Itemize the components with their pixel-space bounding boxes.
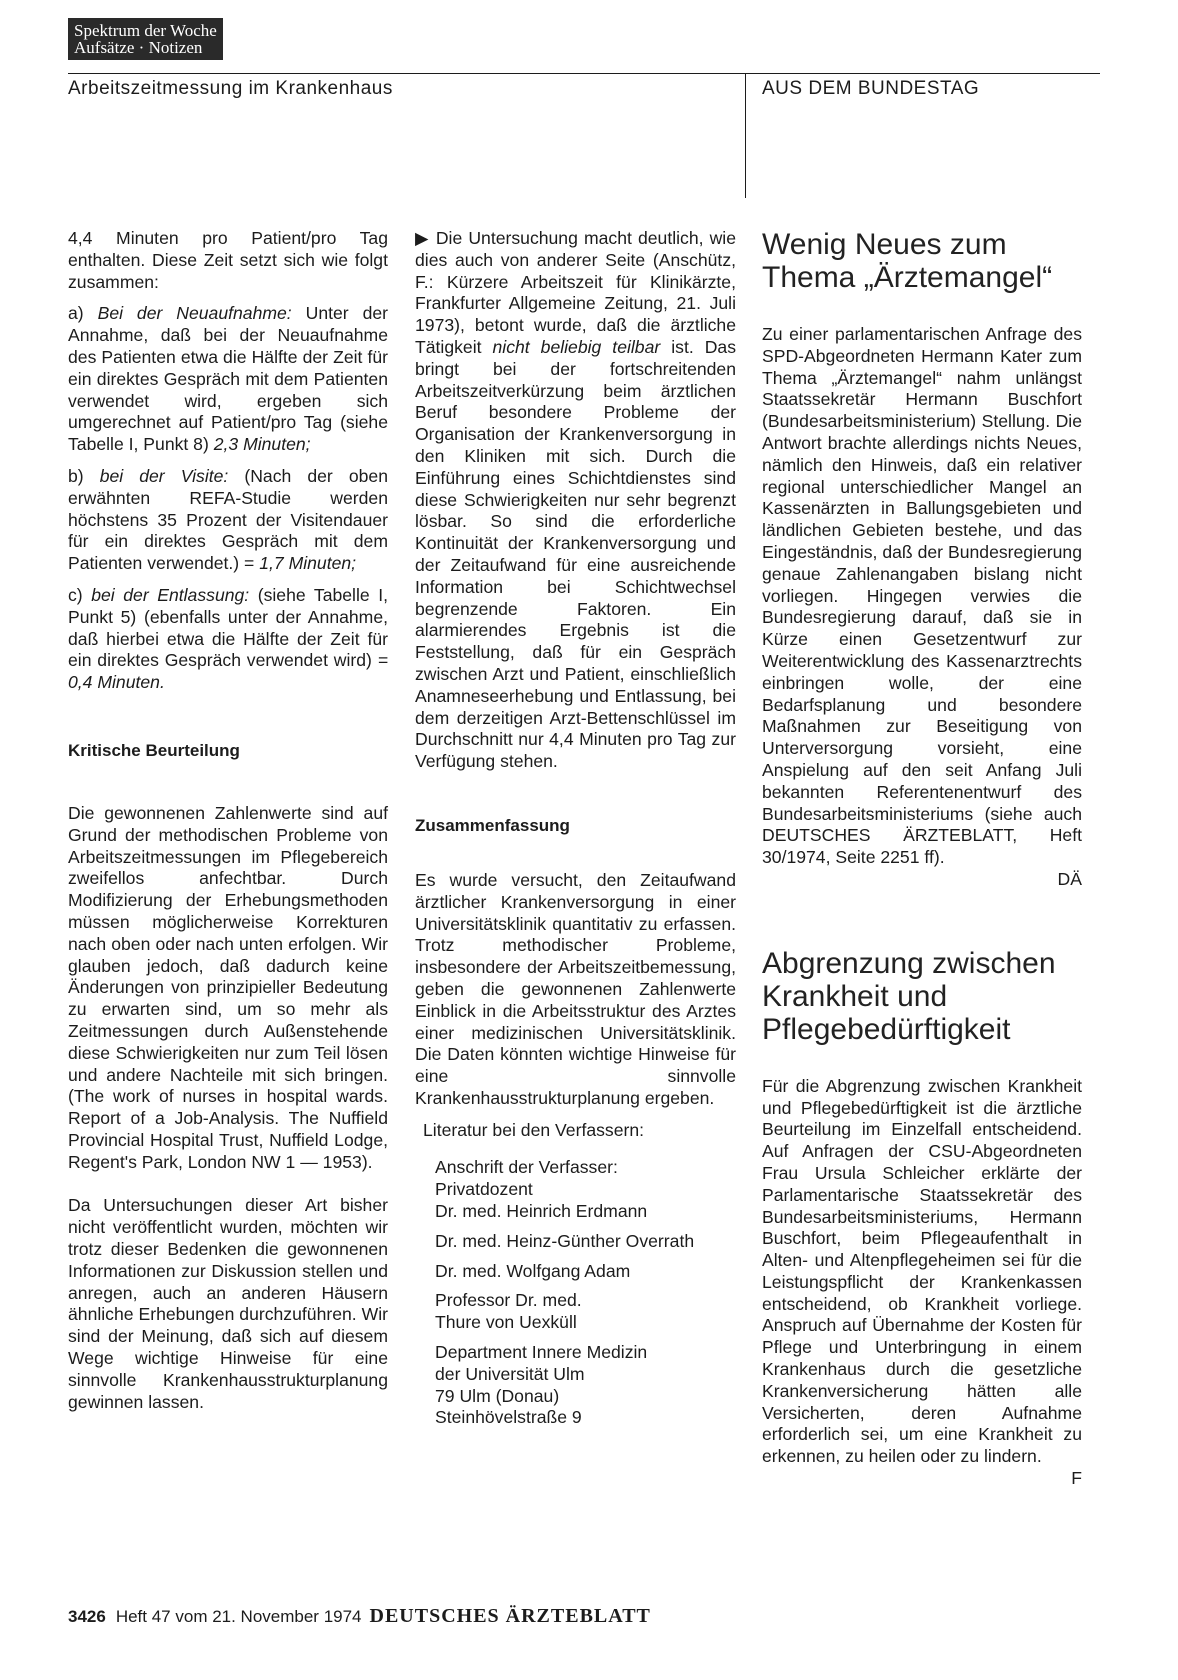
item-b-term: bei der Visite: (99, 465, 229, 486)
section-badge-line1: Spektrum der Woche (74, 21, 217, 40)
header-rule (68, 73, 1100, 74)
journal-masthead: DEUTSCHES ÄRZTEBLATT (369, 1605, 651, 1627)
page-number: 3426 (68, 1607, 106, 1626)
author-name: Dr. med. Heinrich Erdmann (435, 1201, 648, 1222)
col1-paragraph-6: Da Untersuchungen dieser Art bisher nicht veröffentlicht wurden, möchten wir trotz dieser Bedenken die gewonnenen Informationen zur Diskussion stellen und anregen, auch an anderen Häusern ähnliche Erhebungen durchzuführen. Wir sind der Meinung, daß sich auf diesem Wege wichtige Hinweise für eine sinnvolle Krankenhausstrukturplanung gewinnen lassen. (68, 1195, 388, 1412)
address-line: Steinhövelstraße 9 (435, 1407, 582, 1428)
issue-info: Heft 47 vom 21. November 1974 (115, 1607, 362, 1626)
address-line: Department Innere Medizin (435, 1342, 648, 1363)
article-title-aerztemangel: Wenig Neues zum Thema „Ärztemangel“ (762, 228, 1053, 294)
literature-note: Literatur bei den Verfassern: (423, 1119, 645, 1140)
section-badge (68, 18, 223, 60)
column-3 (762, 228, 1082, 1490)
section-badge-line2: Aufsätze · Notizen (74, 38, 203, 57)
col1-item-c (68, 585, 388, 694)
col2-p1-emphasis: nicht beliebig teilbar (492, 336, 661, 357)
article-signoff: F (1071, 1468, 1082, 1489)
running-header-right: AUS DEM BUNDESTAG (762, 78, 980, 99)
item-c-result: = 0,4 Minuten. (68, 650, 388, 693)
col2-p1-text-a: Die Untersuchung macht deutlich, wie dies auch von anderer Seite (Anschütz, F.: Kürzere Arbeitszeit für Klinikärzte, Frankfurter Allgemeine Zeitung, 21. Juli 1973), betont wurde, daß die ärztliche Tätigkeit (415, 228, 736, 357)
col2-p1-text-b: ist. Das bringt bei der fortschreitenden Arbeitszeitverkürzung beim ärztlichen Beruf besondere Probleme der Organisation der Krankenversorgung in den Kliniken mit sich. Durch die Einführung eines Schichtdienstes sind diese Schwierigkeiten nur sehr begrenzt lösbar. So sind die erforderliche Kontinuität der Krankenversorgung und der Zeitaufwand für eine ausreichende Information bei Schichtwechsel begrenzende Faktoren. Ein alarmierendes Ergebnis ist die Feststellung, daß für ein Gespräch zwischen Arzt und Patient, einschließlich Anamneseerhebung und Entlassung, bei dem derzeitigen Arzt-Bettenschlüssel im Durchschnitt nur 4,4 Minuten pro Tag zur Verfügung stehen. (415, 336, 736, 772)
author-address (435, 1157, 736, 1429)
heading-kritische-beurteilung: Kritische Beurteilung (68, 740, 240, 760)
triangle-marker-icon: ▶ (415, 228, 430, 248)
address-line: 79 Ulm (Donau) (435, 1385, 560, 1406)
address-line: Anschrift der Verfasser: (435, 1157, 618, 1178)
column-2 (415, 228, 736, 1437)
col1-paragraph-1: 4,4 Minuten pro Patient/pro Tag enthalten. Diese Zeit setzt sich wie folgt zusammen: (68, 228, 388, 292)
col2-paragraph-1 (415, 228, 736, 773)
article-title-pflegebeduerftigkeit: Abgrenzung zwischen Krankheit und Pflegebedürftigkeit (762, 946, 1056, 1046)
author-name: Thure von Uexküll (435, 1312, 577, 1333)
address-line: Professor Dr. med. (435, 1290, 582, 1311)
col1-item-a (68, 303, 388, 456)
article-spacer (762, 891, 1082, 947)
item-b-text: (Nach der oben erwähnten REFA-Studie werden höchstens 35 Prozent der Visitendauer für ein direktes Gespräch mit dem Patienten verwendet.) = (68, 465, 388, 574)
item-a-label: a) (68, 303, 98, 324)
column-1 (68, 228, 388, 1423)
heading-zusammenfassung: Zusammenfassung (415, 815, 570, 835)
col1-item-b (68, 466, 388, 575)
author-name: Dr. med. Wolfgang Adam (435, 1260, 631, 1281)
item-a-text: Unter der Annahme, daß bei der Neuaufnahme des Patienten etwa die Hälfte der Zeit für ein direktes Gespräch mit dem Patienten verwendet wird, ergeben sich umgerechnet auf Patient/pro Tag (siehe Tabelle I, Punkt 8) (68, 303, 388, 455)
address-line: der Universität Ulm (435, 1363, 585, 1384)
item-c-term: bei der Entlassung: (91, 584, 250, 605)
running-header-left: Arbeitszeitmessung im Krankenhaus (68, 78, 393, 99)
col3-paragraph-1: Zu einer parlamentarischen Anfrage des SPD-Abgeordneten Hermann Kater zum Thema „Ärztemangel“ nahm unlängst Staatssekretär Hermann Buschfort (Bundesarbeitsministerium) Stellung. Die Antwort brachte allerdings nichts Neues, nämlich den Hinweis, daß ein relativer regional unterschiedlicher Mangel an Kassenärzten in Ballungsgebieten und ländlichen Gebieten bestehe, und das Eingeständnis, daß der Bundesregierung genaue Zahlenangaben bislang nicht vorliegen. Hingegen verwies die Bundesregierung darauf, daß sie in Kürze einen Gesetzentwurf zur Weiterentwicklung des Kassenarztrechts einbringen wolle, der eine Bedarfsplanung und besondere Maßnahmen zur Beseitigung von Unterversorgung vorsieht, eine Anspielung auf den seit Anfang Juli bekannten Referentenentwurf des Bundesarbeitsministeriums (siehe auch DEUTSCHES ÄRZTEBLATT, Heft 30/1974, Seite 2251 ff). (762, 324, 1082, 868)
item-a-term: Bei der Neuaufnahme: (97, 303, 292, 324)
item-b-label: b) (68, 465, 100, 486)
address-line: Privatdozent (435, 1179, 533, 1200)
item-c-text: (siehe Tabelle I, Punkt 5) (ebenfalls unter der Annahme, daß hierbei etwa die Hälfte der Zeit für ein direktes Gespräch verwendet wird) (68, 584, 388, 671)
header-column-divider (745, 74, 746, 198)
item-c-label: c) (68, 584, 92, 605)
page-footer (68, 1605, 651, 1628)
item-a-result: 2,3 Minuten; (213, 434, 311, 455)
article-signoff: DÄ (1057, 868, 1082, 889)
item-b-result: 1,7 Minuten; (259, 553, 357, 574)
col3-paragraph-2: Für die Abgrenzung zwischen Krankheit und Pflegebedürftigkeit ist die ärztliche Beurteilung im Einzelfall entscheidend. Auf Anfragen der CSU-Abgeordneten Frau Ursula Schleicher erklärte der Parlamentarische Staatssekretär des Bundesarbeitsministeriums, Hermann Buschfort, beim Pflegeaufenthalt in Alten- und Altenpflegeheimen sei für die Leistungspflicht der Krankenkassen entscheidend, ob Krankheit vorliege. Anspruch auf Übernahme der Kosten für Pflege und Unterbringung in einem Krankenhaus durch die gesetzliche Krankenversicherung hätten alle Versicherten, deren Aufnahme erforderlich sei, um eine Krankheit zu erkennen, zu heilen oder zu lindern. (762, 1075, 1082, 1467)
author-name: Dr. med. Heinz-Günther Overrath (435, 1230, 695, 1251)
col2-summary: Es wurde versucht, den Zeitaufwand ärztlicher Krankenversorgung in einer Universitätsklinik quantitativ zu erfassen. Trotz methodischer Probleme, insbesondere der Arbeitszeitbemessung, geben die gewonnenen Zahlenwerte Einblick in die Arbeitsstruktur des Arztes einer medizinischen Universitätsklinik. Die Daten könnten wichtige Hinweise für eine sinnvolle Krankenhausstrukturplanung ergeben. (415, 869, 736, 1108)
col1-paragraph-5: Die gewonnenen Zahlenwerte sind auf Grund der methodischen Probleme von Arbeitszeitmessungen im Pflegebereich zweifellos anfechtbar. Durch Modifizierung der Erhebungsmethoden müssen möglicherweise Korrekturen nach oben oder nach unten erfolgen. Wir glauben jedoch, daß dadurch keine Änderungen von prinzipieller Bedeutung zu erwarten sind, um so mehr als Zeitmessungen durch Außenstehende diese Schwierigkeiten nur zum Teil lösen und andere Nachteile mit sich bringen. (The work of nurses in hospital wards. Report of a Job-Analysis. The Nuffield Provincial Hospital Trust, Nuffield Lodge, Regent's Park, London NW 1 — 1953). (68, 802, 388, 1172)
